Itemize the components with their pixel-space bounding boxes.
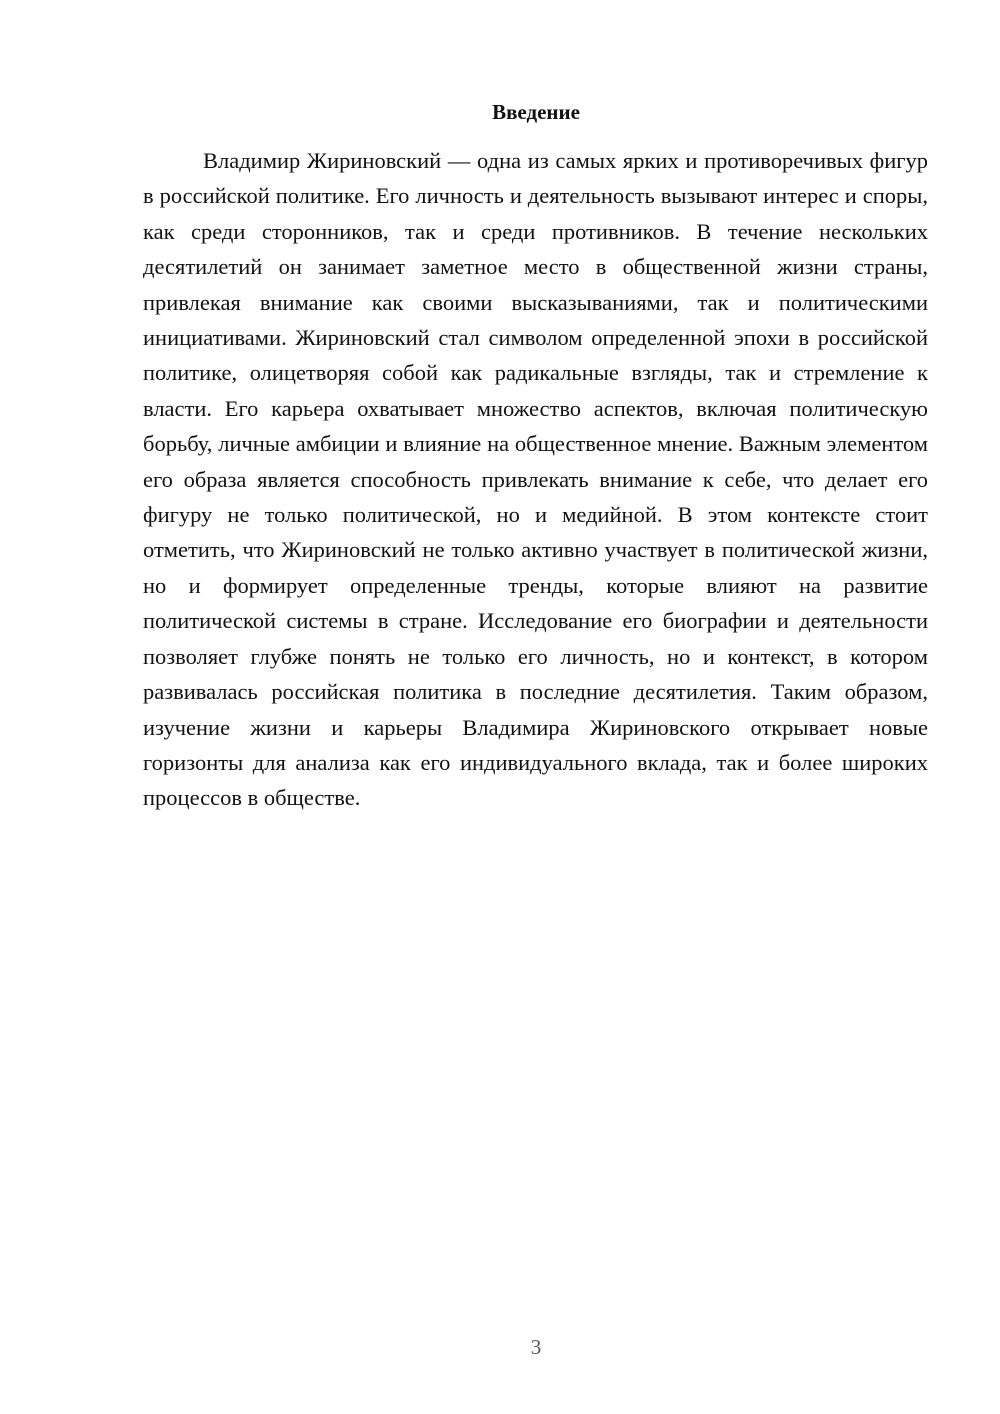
page-number: 3 — [530, 1335, 542, 1359]
body-paragraph: Владимир Жириновский — одна из самых ярких и противоречивых фигур в российской политике. Его личность и деятельность вызывают интерес и споры, как среди сторонников, так и среди противников. В течение нескольких десятилетий он занимает заметное место в общественной жизни страны, привлекая внимание как своими высказываниями, так и политическими инициативами. Жириновский стал символом определенной эпохи в российской политике, олицетворяя собой как радикальные взгляды, так и стремление к власти. Его карьера охватывает множество аспектов, включая политическую борьбу, личные амбиции и влияние на общественное мнение. Важным элементом его образа является способность привлекать внимание к себе, что делает его фигуру не только политической, но и медийной. В этом контексте стоит отметить, что Жириновский не только активно участвует в политической жизни, но и формирует определенные тренды, которые влияют на развитие политической системы в стране. Исследование его биографии и деятельности позволяет глубже понять не только его личность, но и контекст, в котором развивалась российская политика в последние десятилетия. Таким образом, изучение жизни и карьеры Владимира Жириновского открывает новые горизонты для анализа как его индивидуального вклада, так и более широких процессов в обществе. — [143, 148, 928, 811]
section-heading: Введение — [492, 100, 580, 124]
